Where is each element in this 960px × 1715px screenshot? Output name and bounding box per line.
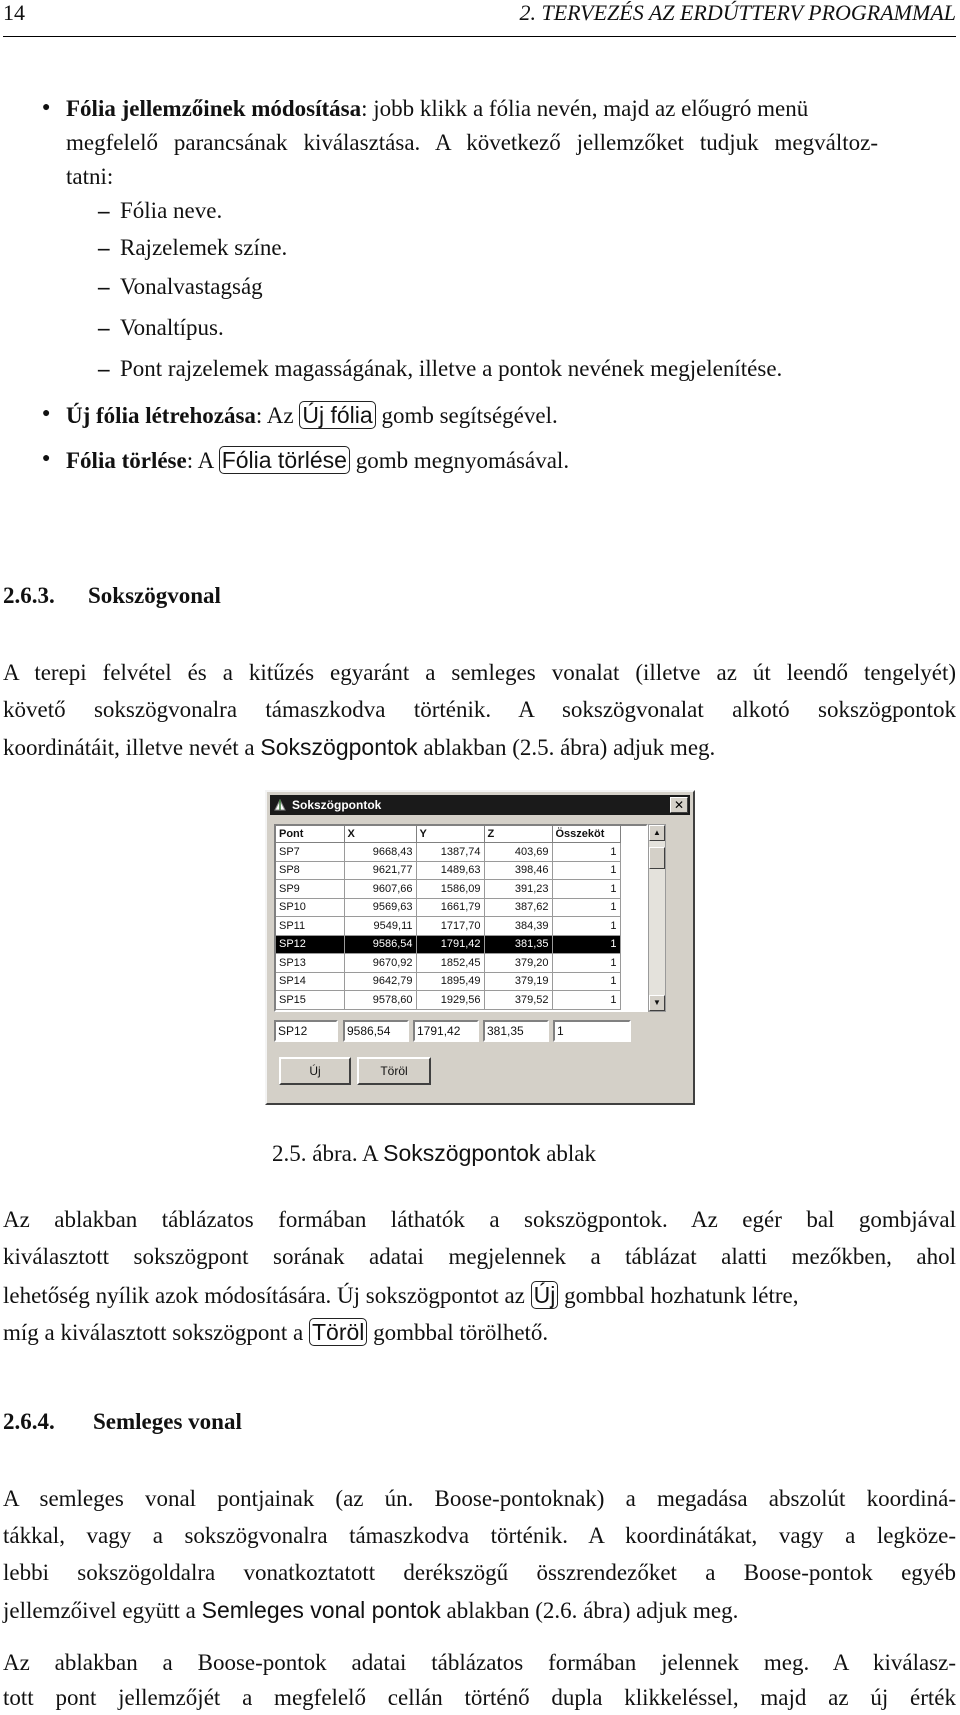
cell-z[interactable]: 381,35 bbox=[484, 935, 552, 954]
column-header[interactable]: Pont bbox=[276, 826, 344, 843]
line-4-post: ablakban (2.6. ábra) adjuk meg. bbox=[446, 1598, 739, 1623]
window-titlebar bbox=[270, 795, 690, 815]
new-button-label: Új bbox=[531, 1281, 559, 1309]
column-header[interactable]: X bbox=[344, 826, 416, 843]
cell-x[interactable]: 9578,60 bbox=[344, 991, 416, 1010]
cell-pont[interactable]: SP12 bbox=[276, 935, 344, 954]
line-4-pre: míg a kiválasztott sokszögpont a bbox=[3, 1320, 304, 1345]
table-row[interactable] bbox=[276, 880, 620, 899]
section-263-line-3 bbox=[3, 730, 715, 765]
cell-z[interactable]: 384,39 bbox=[484, 917, 552, 936]
sub-item: Fólia neve. bbox=[120, 198, 223, 223]
point-name-field[interactable]: SP12 bbox=[274, 1020, 338, 1042]
bullet-2 bbox=[66, 398, 558, 433]
table-row[interactable] bbox=[276, 898, 620, 917]
cell-x[interactable]: 9621,77 bbox=[344, 861, 416, 880]
section-264-line-3: lebbi sokszögoldalra vonatkoztatott derékszögű összrendezőket a Boose-pontok egyéb bbox=[3, 1560, 956, 1585]
bullet-1-term: Fólia jellemzőinek módosítása bbox=[66, 96, 362, 121]
cell-y[interactable]: 1489,63 bbox=[416, 861, 484, 880]
delete-layer-button-label: Fólia törlése bbox=[219, 446, 350, 474]
close-icon[interactable]: ✕ bbox=[670, 797, 688, 813]
y-field[interactable]: 1791,42 bbox=[413, 1020, 479, 1042]
section-264-p2-line-2: tott pont jellemzőjét a megfelelő cellán történő dupla klikkeléssel, majd az új érték bbox=[3, 1685, 956, 1710]
cell-osszekot[interactable]: 1 bbox=[552, 843, 620, 862]
table-row[interactable] bbox=[276, 917, 620, 936]
cell-osszekot[interactable]: 1 bbox=[552, 861, 620, 880]
table-scrollbar[interactable] bbox=[648, 824, 666, 1012]
section-264-line-1: A semleges vonal pontjainak (az ún. Boose-pontoknak) a megadása abszolút koordiná- bbox=[3, 1486, 956, 1511]
line-4-pre: jellemzőivel együtt a bbox=[3, 1598, 196, 1623]
cell-z[interactable]: 379,52 bbox=[484, 991, 552, 1010]
table-row[interactable] bbox=[276, 861, 620, 880]
cell-z[interactable]: 379,19 bbox=[484, 972, 552, 991]
cell-osszekot[interactable]: 1 bbox=[552, 954, 620, 973]
points-grid bbox=[276, 826, 621, 1010]
header-rule bbox=[3, 36, 956, 37]
sub-item: Rajzelemek színe. bbox=[120, 235, 288, 260]
app-icon bbox=[273, 798, 287, 812]
cell-y[interactable]: 1852,45 bbox=[416, 954, 484, 973]
section-title: Sokszögvonal bbox=[88, 583, 221, 608]
sub-dash: – bbox=[98, 274, 110, 299]
cell-z[interactable]: 398,46 bbox=[484, 861, 552, 880]
sub-dash: – bbox=[98, 198, 110, 223]
delete-button-label: Töröl bbox=[309, 1318, 367, 1346]
cell-pont[interactable]: SP14 bbox=[276, 972, 344, 991]
new-point-button[interactable]: Új bbox=[279, 1057, 351, 1085]
cell-pont[interactable]: SP9 bbox=[276, 880, 344, 899]
scroll-up-icon[interactable]: ▲ bbox=[649, 825, 665, 841]
para-2-line-1: Az ablakban táblázatos formában láthatók a sokszögpontok. Az egér bal gombjával bbox=[3, 1207, 956, 1232]
bullet-2-post: gomb segítségével. bbox=[381, 403, 558, 428]
bullet-1-line-2: megfelelő parancsának kiválasztása. A következő jellemzőket tudjuk megváltoz- bbox=[66, 130, 878, 155]
column-header[interactable]: Y bbox=[416, 826, 484, 843]
window-name: Sokszögpontok bbox=[260, 734, 418, 760]
table-header-row bbox=[276, 826, 620, 843]
section-title: Semleges vonal bbox=[93, 1409, 242, 1434]
cell-x[interactable]: 9569,63 bbox=[344, 898, 416, 917]
table-row[interactable] bbox=[276, 972, 620, 991]
sub-item: Vonalvastagság bbox=[120, 274, 263, 299]
cell-osszekot[interactable]: 1 bbox=[552, 972, 620, 991]
sub-dash: – bbox=[98, 356, 110, 381]
section-number: 2.6.4. bbox=[3, 1409, 55, 1434]
sub-item: Pont rajzelemek magasságának, illetve a pontok nevének megjelenítése. bbox=[120, 356, 783, 381]
table-row-selected[interactable] bbox=[276, 935, 620, 954]
cell-x[interactable]: 9549,11 bbox=[344, 917, 416, 936]
bullet-1-line-1 bbox=[66, 92, 808, 126]
line-3-post: gombbal hozhatunk létre, bbox=[564, 1283, 799, 1308]
para-2-line-2: kiválasztott sokszögpont sorának adatai megjelennek a táblázat alatti mezőkben, ahol bbox=[3, 1244, 956, 1269]
cell-osszekot[interactable]: 1 bbox=[552, 991, 620, 1010]
window-name: Semleges vonal pontok bbox=[201, 1597, 441, 1623]
para-2-line-4 bbox=[3, 1315, 548, 1350]
cell-z[interactable]: 387,62 bbox=[484, 898, 552, 917]
cell-y[interactable]: 1929,56 bbox=[416, 991, 484, 1010]
scroll-thumb[interactable] bbox=[649, 847, 665, 869]
cell-x[interactable]: 9668,43 bbox=[344, 843, 416, 862]
section-263-line-2: követő sokszögvonalra támaszkodva történik. A sokszögvonalat alkotó sokszögpontok bbox=[3, 697, 956, 722]
bullet-1-text: : jobb klikk a fólia nevén, majd az előugró menü bbox=[361, 96, 809, 121]
delete-point-button[interactable]: Töröl bbox=[357, 1057, 431, 1085]
chapter-title: 2. TERVEZÉS AZ ERDÚTTERV PROGRAMMAL bbox=[519, 0, 956, 25]
sokszogpontok-window bbox=[265, 790, 695, 1105]
cell-y[interactable]: 1895,49 bbox=[416, 972, 484, 991]
section-263-line-1: A terepi felvétel és a kitűzés egyaránt a semleges vonalat (illetve az út leendő tengelyét) bbox=[3, 660, 956, 685]
cell-x[interactable]: 9607,66 bbox=[344, 880, 416, 899]
figure-caption bbox=[272, 1136, 596, 1171]
section-264-p2-line-1: Az ablakban a Boose-pontok adatai táblázatos formában jelennek meg. A kiválasz- bbox=[3, 1650, 956, 1675]
cell-y[interactable]: 1387,74 bbox=[416, 843, 484, 862]
cell-z[interactable]: 403,69 bbox=[484, 843, 552, 862]
z-field[interactable]: 381,35 bbox=[483, 1020, 549, 1042]
cell-pont[interactable]: SP15 bbox=[276, 991, 344, 1010]
cell-osszekot[interactable]: 1 bbox=[552, 917, 620, 936]
cell-pont[interactable]: SP11 bbox=[276, 917, 344, 936]
cell-osszekot[interactable]: 1 bbox=[552, 880, 620, 899]
scroll-down-icon[interactable]: ▼ bbox=[649, 995, 665, 1011]
caption-pre: 2.5. ábra. A bbox=[272, 1141, 378, 1166]
table-row[interactable] bbox=[276, 954, 620, 973]
points-table[interactable] bbox=[274, 824, 648, 1012]
window-title: Sokszögpontok bbox=[292, 798, 382, 812]
cell-y[interactable]: 1791,42 bbox=[416, 935, 484, 954]
bullet-3-post: gomb megnyomásával. bbox=[355, 448, 570, 473]
cell-y[interactable]: 1717,70 bbox=[416, 917, 484, 936]
sub-dash: – bbox=[98, 235, 110, 260]
section-264-line-4 bbox=[3, 1593, 738, 1628]
para-2-line-3 bbox=[3, 1278, 799, 1313]
cell-z[interactable]: 391,23 bbox=[484, 880, 552, 899]
cell-osszekot[interactable]: 1 bbox=[552, 935, 620, 954]
bullet-1-line-3: tatni: bbox=[66, 164, 114, 189]
bullet-3-pre: : A bbox=[186, 448, 213, 473]
bullet-3 bbox=[66, 443, 569, 478]
line-3-pre: koordinátáit, illetve nevét a bbox=[3, 735, 255, 760]
x-field[interactable]: 9586,54 bbox=[343, 1020, 409, 1042]
column-header[interactable]: Z bbox=[484, 826, 552, 843]
page-number: 14 bbox=[3, 0, 25, 25]
cell-pont[interactable]: SP8 bbox=[276, 861, 344, 880]
cell-z[interactable]: 379,20 bbox=[484, 954, 552, 973]
cell-x[interactable]: 9642,79 bbox=[344, 972, 416, 991]
cell-y[interactable]: 1661,79 bbox=[416, 898, 484, 917]
bullet-dot: ● bbox=[42, 406, 51, 421]
section-number: 2.6.3. bbox=[3, 583, 55, 608]
cell-x[interactable]: 9670,92 bbox=[344, 954, 416, 973]
connect-field[interactable]: 1 bbox=[553, 1020, 631, 1042]
cell-pont[interactable]: SP13 bbox=[276, 954, 344, 973]
line-4-post: gombbal törölhető. bbox=[373, 1320, 549, 1345]
cell-osszekot[interactable]: 1 bbox=[552, 898, 620, 917]
table-row[interactable] bbox=[276, 991, 620, 1010]
bullet-2-term: Új fólia létrehozása bbox=[66, 403, 256, 428]
cell-pont[interactable]: SP7 bbox=[276, 843, 344, 862]
caption-post: ablak bbox=[546, 1141, 596, 1166]
cell-y[interactable]: 1586,09 bbox=[416, 880, 484, 899]
bullet-2-pre: : Az bbox=[255, 403, 294, 428]
sub-item: Vonaltípus. bbox=[120, 315, 224, 340]
cell-x[interactable]: 9586,54 bbox=[344, 935, 416, 954]
line-3-post: ablakban (2.5. ábra) adjuk meg. bbox=[423, 735, 716, 760]
bullet-3-term: Fólia törlése bbox=[66, 448, 187, 473]
caption-window-name: Sokszögpontok bbox=[383, 1140, 541, 1166]
cell-pont[interactable]: SP10 bbox=[276, 898, 344, 917]
bullet-dot: ● bbox=[42, 451, 51, 466]
column-header[interactable]: Összeköt bbox=[552, 826, 620, 843]
table-row[interactable] bbox=[276, 843, 620, 862]
section-264-line-2: tákkal, vagy a sokszögvonalra támaszkodva történik. A koordinátákat, vagy a legköze- bbox=[3, 1523, 956, 1548]
line-3-pre: lehetőség nyílik azok módosítására. Új sokszögpontot az bbox=[3, 1283, 525, 1308]
bullet-dot: ● bbox=[42, 100, 51, 115]
new-layer-button-label: Új fólia bbox=[299, 401, 375, 429]
sub-dash: – bbox=[98, 315, 110, 340]
